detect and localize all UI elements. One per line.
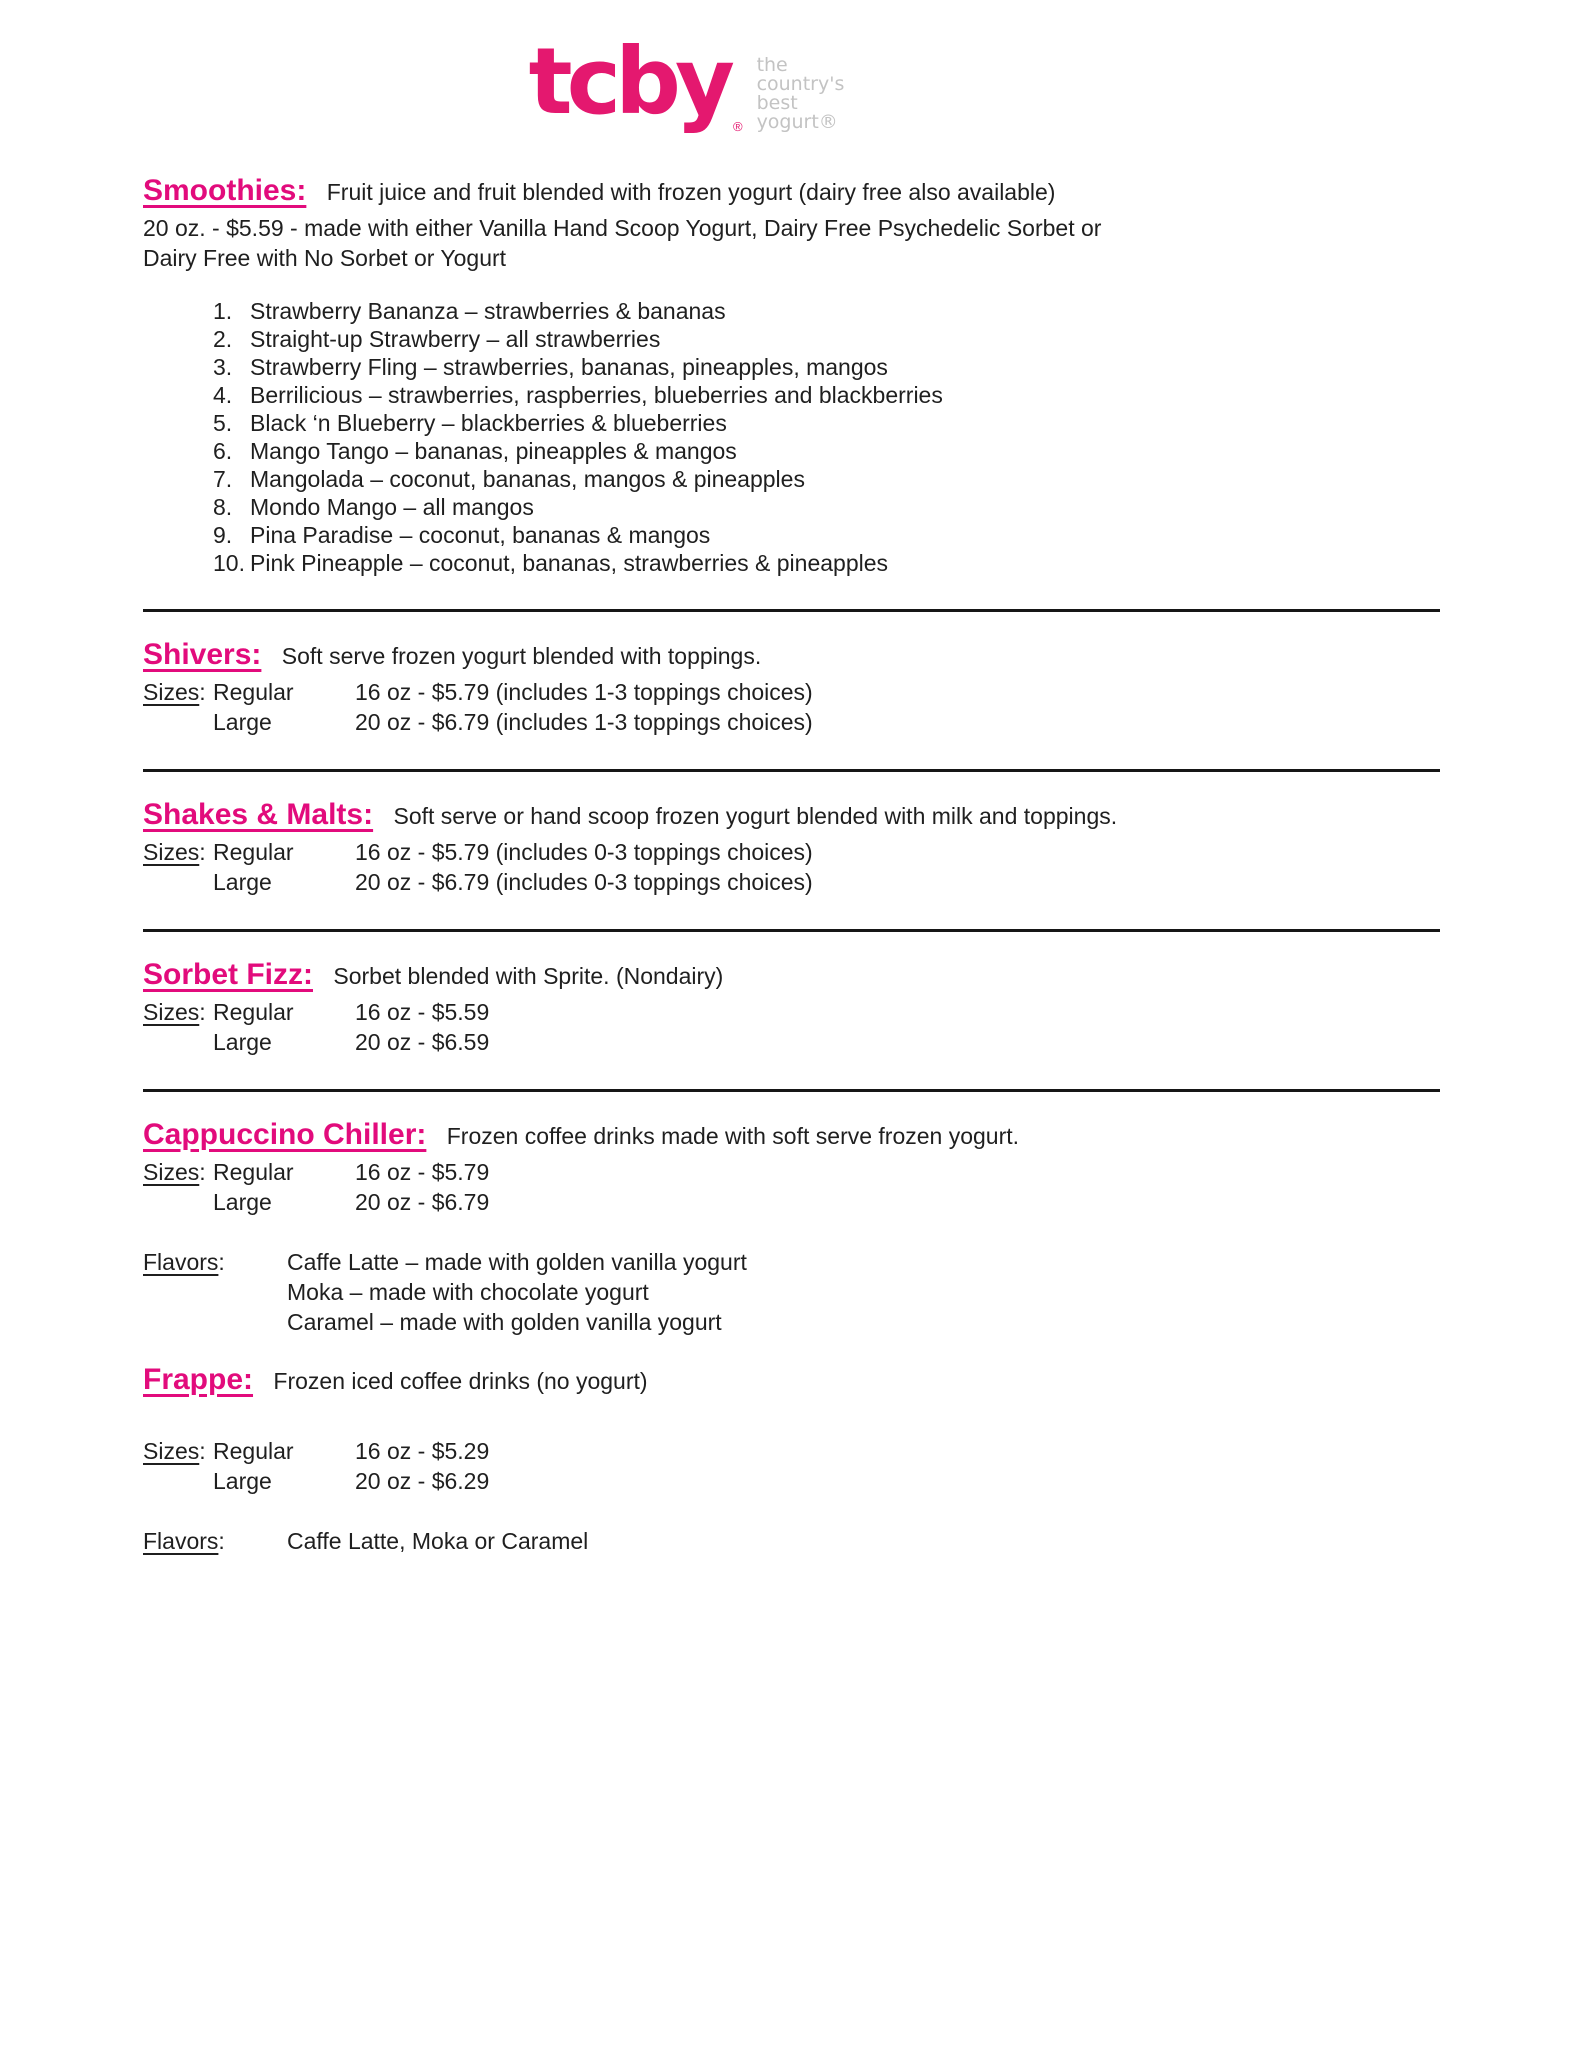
smoothie-text: Strawberry Fling – strawberries, bananas, pineapples, mangos bbox=[250, 354, 888, 380]
smoothie-text: Pink Pineapple – coconut, bananas, strawberries & pineapples bbox=[250, 550, 889, 576]
flavors-label-spacer bbox=[143, 1277, 287, 1307]
size-price: 20 oz - $6.29 bbox=[355, 1468, 490, 1494]
smoothie-text: Mango Tango – bananas, pineapples & mangos bbox=[250, 438, 737, 464]
size-name: Regular bbox=[213, 679, 294, 705]
smoothie-text: Straight-up Strawberry – all strawberries bbox=[250, 326, 661, 352]
sizes-label: Sizes: bbox=[143, 839, 206, 865]
frappe-title: Frappe: bbox=[143, 1363, 254, 1396]
size-price: 20 oz - $6.59 bbox=[355, 1029, 490, 1055]
sizes-label-spacer bbox=[143, 867, 213, 897]
smoothie-text: Mangolada – coconut, bananas, mangos & pineapples bbox=[250, 466, 805, 492]
sizes-label-spacer bbox=[143, 707, 213, 737]
section-sorbet-fizz bbox=[143, 956, 1440, 1057]
smoothie-text: Strawberry Bananza – strawberries & bananas bbox=[250, 298, 726, 324]
shivers-sizes-table bbox=[143, 677, 1440, 737]
size-name: Large bbox=[213, 1468, 272, 1494]
smoothie-item bbox=[213, 409, 1440, 437]
smoothies-tagline: Fruit juice and fruit blended with frozen yogurt (dairy free also available) bbox=[326, 179, 1056, 205]
flavor-text: Caramel – made with golden vanilla yogurt bbox=[287, 1309, 722, 1335]
section-divider bbox=[143, 1089, 1440, 1092]
list-number: 2. bbox=[213, 326, 233, 352]
tagline-line: best bbox=[756, 92, 798, 114]
section-shakes-malts bbox=[143, 796, 1440, 897]
shivers-tagline: Soft serve frozen yogurt blended with toppings. bbox=[281, 643, 762, 669]
sizes-label-spacer bbox=[143, 1466, 213, 1496]
frappe-tagline: Frozen iced coffee drinks (no yogurt) bbox=[273, 1368, 648, 1394]
cappuccino-heading bbox=[143, 1116, 1440, 1155]
cappuccino-sizes-table bbox=[143, 1157, 1440, 1217]
sizes-label: Sizes: bbox=[143, 679, 206, 705]
shakes-tagline: Soft serve or hand scoop frozen yogurt blended with milk and toppings. bbox=[393, 803, 1118, 829]
shakes-heading bbox=[143, 796, 1440, 835]
logo-row bbox=[38, 30, 1335, 148]
sorbet-sizes-table bbox=[143, 997, 1440, 1057]
shivers-title: Shivers: bbox=[143, 638, 262, 671]
size-price: 20 oz - $6.79 (includes 0-3 toppings choices) bbox=[355, 869, 813, 895]
size-name: Regular bbox=[213, 999, 294, 1025]
smoothies-title: Smoothies: bbox=[143, 174, 307, 207]
smoothies-details: 20 oz. - $5.59 - made with either Vanilla Hand Scoop Yogurt, Dairy Free Psychedelic Sorbet or Dairy Free with No Sorbet or Yogurt bbox=[143, 215, 1102, 271]
smoothie-text: Berrilicious – strawberries, raspberries, blueberries and blackberries bbox=[250, 382, 943, 408]
shivers-heading bbox=[143, 636, 1440, 675]
size-name: Regular bbox=[213, 1159, 294, 1185]
frappe-flavors-table bbox=[143, 1526, 1440, 1556]
flavor-text: Caffe Latte – made with golden vanilla yogurt bbox=[287, 1249, 747, 1275]
tcby-logo bbox=[529, 30, 845, 148]
smoothie-item bbox=[213, 325, 1440, 353]
list-number: 9. bbox=[213, 522, 233, 548]
section-divider bbox=[143, 609, 1440, 612]
size-price: 16 oz - $5.79 (includes 1-3 toppings choices) bbox=[355, 679, 813, 705]
smoothie-item bbox=[213, 353, 1440, 381]
smoothie-item bbox=[213, 521, 1440, 549]
smoothie-item bbox=[213, 437, 1440, 465]
list-number: 7. bbox=[213, 466, 233, 492]
section-smoothies bbox=[143, 172, 1440, 577]
size-price: 20 oz - $6.79 bbox=[355, 1189, 490, 1215]
shakes-title: Shakes & Malts: bbox=[143, 798, 374, 831]
smoothie-text: Mondo Mango – all mangos bbox=[250, 494, 534, 520]
section-shivers bbox=[143, 636, 1440, 737]
flavor-text: Moka – made with chocolate yogurt bbox=[287, 1279, 649, 1305]
smoothie-item bbox=[213, 297, 1440, 325]
section-frappe bbox=[143, 1361, 1440, 1556]
sorbet-tagline: Sorbet blended with Sprite. (Nondairy) bbox=[333, 963, 724, 989]
sizes-label: Sizes: bbox=[143, 1159, 206, 1185]
flavors-label: Flavors: bbox=[143, 1528, 225, 1554]
registered-mark-icon: ® bbox=[732, 119, 743, 134]
size-name: Regular bbox=[213, 839, 294, 865]
list-number: 10. bbox=[213, 550, 245, 576]
sorbet-heading bbox=[143, 956, 1440, 995]
frappe-sizes-table bbox=[143, 1436, 1440, 1496]
size-price: 16 oz - $5.79 (includes 0-3 toppings choices) bbox=[355, 839, 813, 865]
list-number: 4. bbox=[213, 382, 233, 408]
sizes-label: Sizes: bbox=[143, 1438, 206, 1464]
size-price: 16 oz - $5.59 bbox=[355, 999, 490, 1025]
smoothie-item bbox=[213, 381, 1440, 409]
list-number: 3. bbox=[213, 354, 233, 380]
sizes-label: Sizes: bbox=[143, 999, 206, 1025]
size-price: 16 oz - $5.29 bbox=[355, 1438, 490, 1464]
smoothie-item bbox=[213, 549, 1440, 577]
tcby-wordmark: tcby bbox=[528, 28, 729, 135]
size-price: 16 oz - $5.79 bbox=[355, 1159, 490, 1185]
flavor-text: Caffe Latte, Moka or Caramel bbox=[287, 1528, 589, 1554]
sizes-label-spacer bbox=[143, 1027, 213, 1057]
list-number: 6. bbox=[213, 438, 233, 464]
flavors-label-spacer bbox=[143, 1307, 287, 1337]
tagline-line: country's bbox=[756, 73, 845, 95]
list-number: 5. bbox=[213, 410, 233, 436]
section-divider bbox=[143, 929, 1440, 932]
frappe-heading bbox=[143, 1361, 1440, 1400]
section-divider bbox=[143, 769, 1440, 772]
smoothie-item bbox=[213, 465, 1440, 493]
sorbet-title: Sorbet Fizz: bbox=[143, 958, 313, 991]
flavors-label: Flavors: bbox=[143, 1249, 225, 1275]
size-name: Large bbox=[213, 1189, 272, 1215]
sizes-label-spacer bbox=[143, 1187, 213, 1217]
smoothie-item bbox=[213, 493, 1440, 521]
tagline-line: yogurt® bbox=[756, 111, 838, 133]
section-cappuccino-chiller bbox=[143, 1116, 1440, 1337]
cappuccino-title: Cappuccino Chiller: bbox=[143, 1118, 427, 1151]
size-price: 20 oz - $6.79 (includes 1-3 toppings choices) bbox=[355, 709, 813, 735]
size-name: Large bbox=[213, 1029, 272, 1055]
size-name: Large bbox=[213, 869, 272, 895]
list-number: 1. bbox=[213, 298, 233, 324]
smoothies-list bbox=[143, 297, 1440, 577]
size-name: Large bbox=[213, 709, 272, 735]
smoothies-heading bbox=[143, 172, 1440, 211]
cappuccino-flavors-table bbox=[143, 1247, 1440, 1337]
shakes-sizes-table bbox=[143, 837, 1440, 897]
smoothie-text: Pina Paradise – coconut, bananas & mangos bbox=[250, 522, 711, 548]
size-name: Regular bbox=[213, 1438, 294, 1464]
tagline-line: the bbox=[756, 54, 788, 76]
logo-tagline bbox=[757, 56, 845, 132]
list-number: 8. bbox=[213, 494, 233, 520]
smoothie-text: Black ‘n Blueberry – blackberries & blueberries bbox=[250, 410, 727, 436]
cappuccino-tagline: Frozen coffee drinks made with soft serve frozen yogurt. bbox=[446, 1123, 1020, 1149]
